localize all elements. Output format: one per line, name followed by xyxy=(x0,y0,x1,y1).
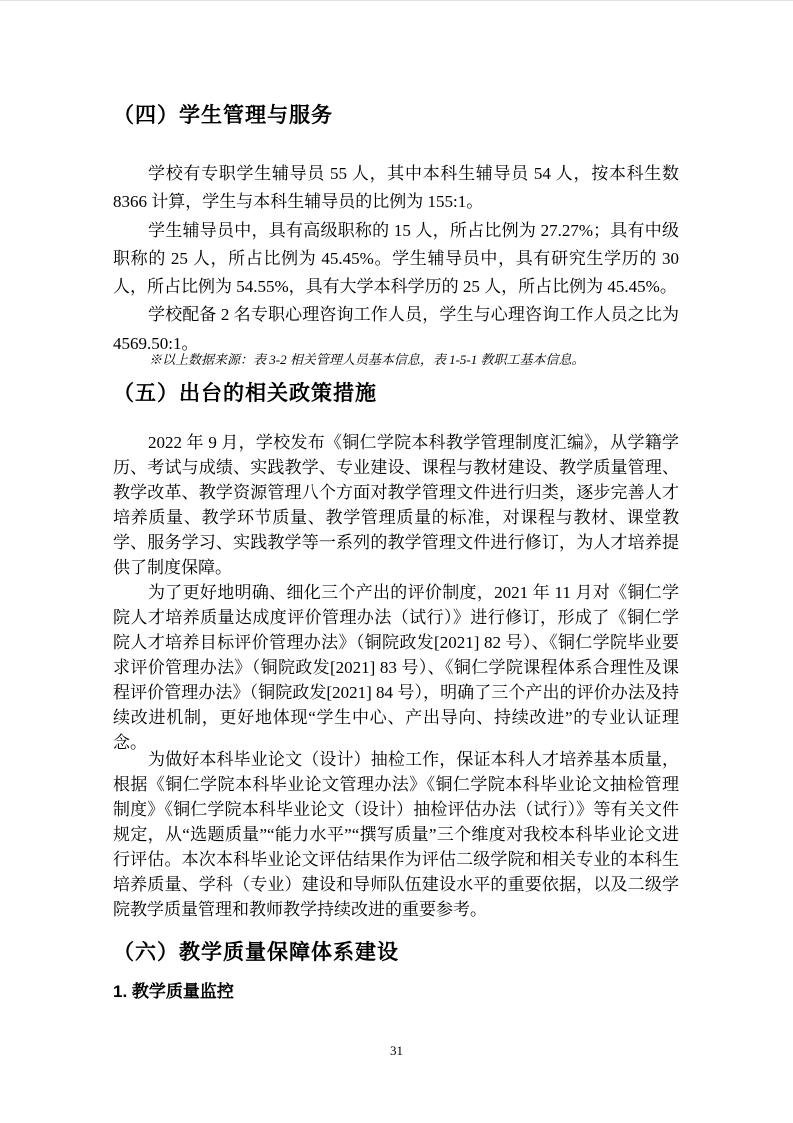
paragraph-psychology-staff: 学校配备 2 名专职心理咨询工作人员，学生与心理咨询工作人员之比为 4569.50:1。 xyxy=(113,305,679,353)
paragraph-management-compilation: 2022 年 9 月，学校发布《铜仁学院本科教学管理制度汇编》，从学籍学历、考试与成绩、实践教学、专业建设、课程与教材建设、教学质量管理、教学改革、教学资源管理八个方面对教学管理文件进行归类，逐步完善人才培养质量、教学环节质量、教学管理质量的标准，对课程与教材、课堂教学、服务学习、实践教学等一系列的教学管理文件进行修订，为人才培养提供了制度保障。 xyxy=(113,433,679,577)
data-source-note: ※以上数据来源：表 3-2 相关管理人员基本信息，表 1-5-1 教职工基本信息。 xyxy=(149,352,585,367)
page-number: 31 xyxy=(390,1043,403,1058)
section-heading-quality-assurance: （六）教学质量保障体系建设 xyxy=(113,941,399,964)
paragraph-counselor-titles: 学生辅导员中，具有高级职称的 15 人，所占比例为 27.27%；具有中级职称的 25 人，所占比例为 45.45%。学生辅导员中，具有研究生学历的 30 人，所占比例为 54.55%，具有大学本科学历的 25 人，所占比例为 45.45%。 xyxy=(113,220,679,297)
section-heading-student-management: （四）学生管理与服务 xyxy=(113,104,333,127)
subsection-heading-quality-monitoring: 1. 教学质量监控 xyxy=(113,982,234,1001)
paragraph-counselor-ratio: 学校有专职学生辅导员 55 人，其中本科生辅导员 54 人，按本科生数 8366 计算，学生与本科生辅导员的比例为 155:1。 xyxy=(113,164,679,212)
section-student-management-body xyxy=(113,160,679,358)
section-heading-policy-measures: （五）出台的相关政策措施 xyxy=(113,382,377,405)
paragraph-evaluation-measures: 为了更好地明确、细化三个产出的评价制度，2021 年 11 月对《铜仁学院人才培养质量达成度评价管理办法（试行）》进行修订，形成了《铜仁学院人才培养目标评价管理办法》（铜院政发[2021] 82 号）、《铜仁学院毕业要求评价管理办法》（铜院政发[2021] 83 号）、《铜仁学院课程体系合理性及课程评价管理办法》（铜院政发[2021] 84 号），明确了三个产出的评价办法及持续改进机制，更好地体现“学生中心、产出导向、持续改进”的专业认证理念。 xyxy=(113,583,679,752)
paragraph-thesis-sampling: 为做好本科毕业论文（设计）抽检工作，保证本科人才培养基本质量，根据《铜仁学院本科毕业论文管理办法》《铜仁学院本科毕业论文抽检管理制度》《铜仁学院本科毕业论文（设计）抽检评估办法（试行）》等有关文件规定，从“选题质量”“能力水平”“撰写质量”三个维度对我校本科毕业论文进行评估。本次本科毕业论文评估结果作为评估二级学院和相关专业的本科生培养质量、学科（专业）建设和导师队伍建设水平的重要依据，以及二级学院教学质量管理和教师教学持续改进的重要参考。 xyxy=(113,750,679,919)
